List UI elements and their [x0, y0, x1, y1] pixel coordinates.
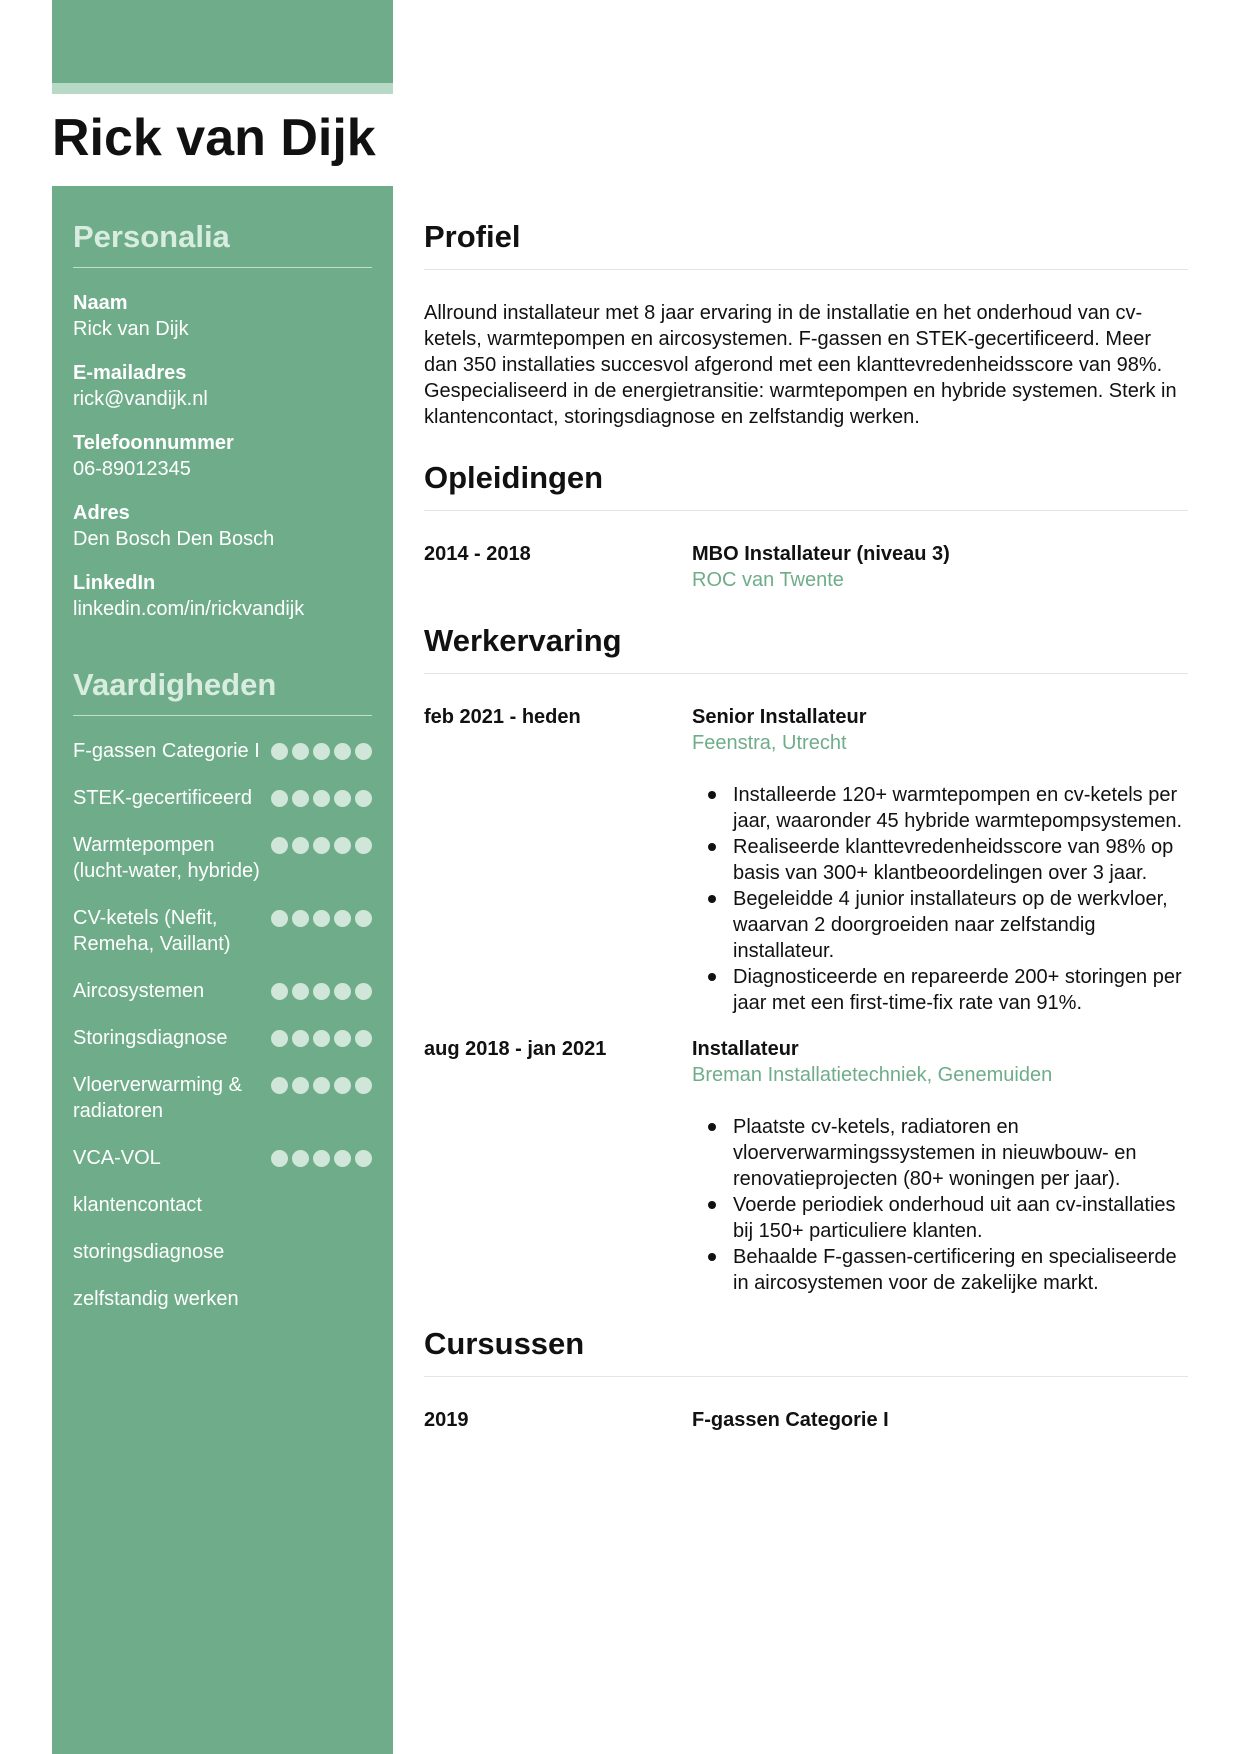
personalia-label: Naam: [73, 292, 128, 314]
skill-name: CV-ketels (Nefit, Remeha, Vaillant): [73, 907, 231, 955]
rating-dot-icon: [355, 983, 372, 1000]
entry-date: aug 2018 - jan 2021: [424, 1038, 607, 1060]
rating-dot-icon: [292, 983, 309, 1000]
personalia-value: 06-89012345: [73, 458, 191, 480]
rating-dot-icon: [271, 1077, 288, 1094]
personalia-item-address: [73, 500, 372, 552]
education-section: [424, 460, 1188, 593]
experience-section: [424, 623, 1188, 1296]
rating-dot-icon: [334, 1077, 351, 1094]
rating-dot-icon: [334, 837, 351, 854]
entry-date: 2019: [424, 1409, 469, 1431]
skill-rating: [271, 1072, 372, 1094]
skill-name: klantencontact: [73, 1194, 202, 1216]
rating-dot-icon: [355, 743, 372, 760]
rating-dot-icon: [313, 743, 330, 760]
skill-name: Vloerverwarming & radiatoren: [73, 1074, 242, 1122]
skills-list: [73, 738, 372, 1312]
skill-rating: [271, 905, 372, 927]
personalia-item-linkedin: [73, 570, 372, 622]
main-content: [424, 219, 1188, 1433]
personalia-list: [73, 290, 372, 622]
rating-dot-icon: [313, 837, 330, 854]
profile-section: [424, 219, 1188, 430]
rating-dot-icon: [292, 910, 309, 927]
skill-rating: [271, 785, 372, 807]
rating-dot-icon: [313, 1030, 330, 1047]
bullet-item: Plaatste cv-ketels, radiatoren en vloerverwarmingssystemen in nieuwbouw- en renovatieprojecten (80+ woningen per jaar).: [708, 1114, 1188, 1192]
personalia-item-phone: [73, 430, 372, 482]
personalia-heading: Personalia: [73, 219, 372, 268]
rating-dot-icon: [334, 983, 351, 1000]
personalia-value: Den Bosch Den Bosch: [73, 528, 275, 550]
entry-title: Senior Installateur: [692, 706, 867, 728]
skill-name: zelfstandig werken: [73, 1288, 239, 1310]
entry-title: F-gassen Categorie I: [692, 1409, 889, 1431]
rating-dot-icon: [313, 1150, 330, 1167]
skill-name: storingsdiagnose: [73, 1241, 225, 1263]
skill-row: [73, 1192, 372, 1218]
skill-row: [73, 832, 372, 884]
candidate-name: Rick van Dijk: [52, 109, 376, 167]
rating-dot-icon: [355, 1077, 372, 1094]
entry-date: feb 2021 - heden: [424, 706, 581, 728]
rating-dot-icon: [355, 837, 372, 854]
entry-date: 2014 - 2018: [424, 543, 531, 565]
skill-row: [73, 1025, 372, 1051]
skill-row: [73, 1072, 372, 1124]
accent-strip: [52, 83, 393, 94]
skill-name: Aircosystemen: [73, 980, 205, 1002]
personalia-item-name: [73, 290, 372, 342]
experience-entry: [424, 704, 1188, 1016]
personalia-label: E-mailadres: [73, 362, 187, 384]
skill-rating: [271, 832, 372, 854]
personalia-value: Rick van Dijk: [73, 318, 189, 340]
skill-row: [73, 978, 372, 1004]
skill-name: STEK-gecertificeerd: [73, 787, 252, 809]
email-link[interactable]: rick@vandijk.nl: [73, 388, 208, 410]
bullet-item: Voerde periodiek onderhoud uit aan cv-installaties bij 150+ particuliere klanten.: [708, 1192, 1188, 1244]
skill-row: [73, 1145, 372, 1171]
rating-dot-icon: [292, 790, 309, 807]
rating-dot-icon: [355, 910, 372, 927]
profile-heading: Profiel: [424, 219, 1188, 270]
bullet-item: Installeerde 120+ warmtepompen en cv-ketels per jaar, waaronder 45 hybride warmtepompsystemen.: [708, 782, 1188, 834]
personalia-label: Adres: [73, 502, 130, 524]
rating-dot-icon: [334, 1030, 351, 1047]
bullet-item: Behaalde F-gassen-certificering en specialiseerde in aircosystemen voor de zakelijke markt.: [708, 1244, 1188, 1296]
entry-title: Installateur: [692, 1038, 799, 1060]
rating-dot-icon: [271, 910, 288, 927]
education-entry: [424, 541, 1188, 593]
personalia-label: LinkedIn: [73, 572, 156, 594]
rating-dot-icon: [271, 1150, 288, 1167]
skill-rating: [271, 1145, 372, 1167]
entry-subtitle: Breman Installatietechniek, Genemuiden: [692, 1064, 1053, 1086]
skill-row: [73, 738, 372, 764]
rating-dot-icon: [313, 1077, 330, 1094]
courses-section: [424, 1326, 1188, 1433]
rating-dot-icon: [334, 910, 351, 927]
rating-dot-icon: [271, 1030, 288, 1047]
skill-rating: [271, 978, 372, 1000]
rating-dot-icon: [292, 1150, 309, 1167]
rating-dot-icon: [355, 1030, 372, 1047]
rating-dot-icon: [334, 743, 351, 760]
linkedin-link[interactable]: linkedin.com/in/rickvandijk: [73, 598, 305, 620]
skill-name: Storingsdiagnose: [73, 1027, 228, 1049]
rating-dot-icon: [334, 790, 351, 807]
rating-dot-icon: [313, 910, 330, 927]
skill-rating: [271, 1025, 372, 1047]
rating-dot-icon: [271, 983, 288, 1000]
rating-dot-icon: [271, 837, 288, 854]
rating-dot-icon: [292, 743, 309, 760]
rating-dot-icon: [313, 983, 330, 1000]
skill-row: [73, 785, 372, 811]
entry-subtitle: ROC van Twente: [692, 569, 844, 591]
rating-dot-icon: [292, 1030, 309, 1047]
skill-name: VCA-VOL: [73, 1147, 161, 1169]
personalia-label: Telefoonnummer: [73, 432, 234, 454]
skill-row: [73, 1286, 372, 1312]
bullet-item: Begeleidde 4 junior installateurs op de werkvloer, waarvan 2 doorgroeiden naar zelfstandig installateur.: [708, 886, 1188, 964]
skills-section: [73, 667, 372, 1333]
bullet-item: Realiseerde klanttevredenheidsscore van 98% op basis van 300+ klantbeoordelingen over 3 jaar.: [708, 834, 1188, 886]
skill-name: Warmtepompen (lucht-water, hybride): [73, 834, 260, 882]
skill-row: [73, 905, 372, 957]
profile-text: Allround installateur met 8 jaar ervaring in de installatie en het onderhoud van cv-ketels, warmtepompen en aircosystemen. F-gassen en STEK-gecertificeerd. Meer dan 350 installaties succesvol afgerond met een klanttevredenheidsscore van 98%. Gespecialiseerd in de energietransitie: warmtepompen en hybride systemen. Sterk in klantencontact, storingsdiagnose en zelfstandig werken.: [424, 302, 1177, 428]
entry-subtitle: Feenstra, Utrecht: [692, 732, 847, 754]
rating-dot-icon: [292, 837, 309, 854]
rating-dot-icon: [313, 790, 330, 807]
bullet-list: [692, 782, 1188, 1016]
entry-title: MBO Installateur (niveau 3): [692, 543, 950, 565]
personalia-section: [73, 219, 372, 640]
rating-dot-icon: [292, 1077, 309, 1094]
experience-entry: [424, 1036, 1188, 1296]
rating-dot-icon: [334, 1150, 351, 1167]
rating-dot-icon: [271, 743, 288, 760]
skill-row: [73, 1239, 372, 1265]
experience-heading: Werkervaring: [424, 623, 1188, 674]
skill-name: F-gassen Categorie I: [73, 740, 260, 762]
course-entry: [424, 1407, 1188, 1433]
rating-dot-icon: [355, 1150, 372, 1167]
rating-dot-icon: [271, 790, 288, 807]
education-heading: Opleidingen: [424, 460, 1188, 511]
courses-heading: Cursussen: [424, 1326, 1188, 1377]
rating-dot-icon: [355, 790, 372, 807]
bullet-item: Diagnosticeerde en repareerde 200+ storingen per jaar met een first-time-fix rate van 91%.: [708, 964, 1188, 1016]
skills-heading: Vaardigheden: [73, 667, 372, 716]
skill-rating: [271, 738, 372, 760]
bullet-list: [692, 1114, 1188, 1296]
personalia-item-email: [73, 360, 372, 412]
